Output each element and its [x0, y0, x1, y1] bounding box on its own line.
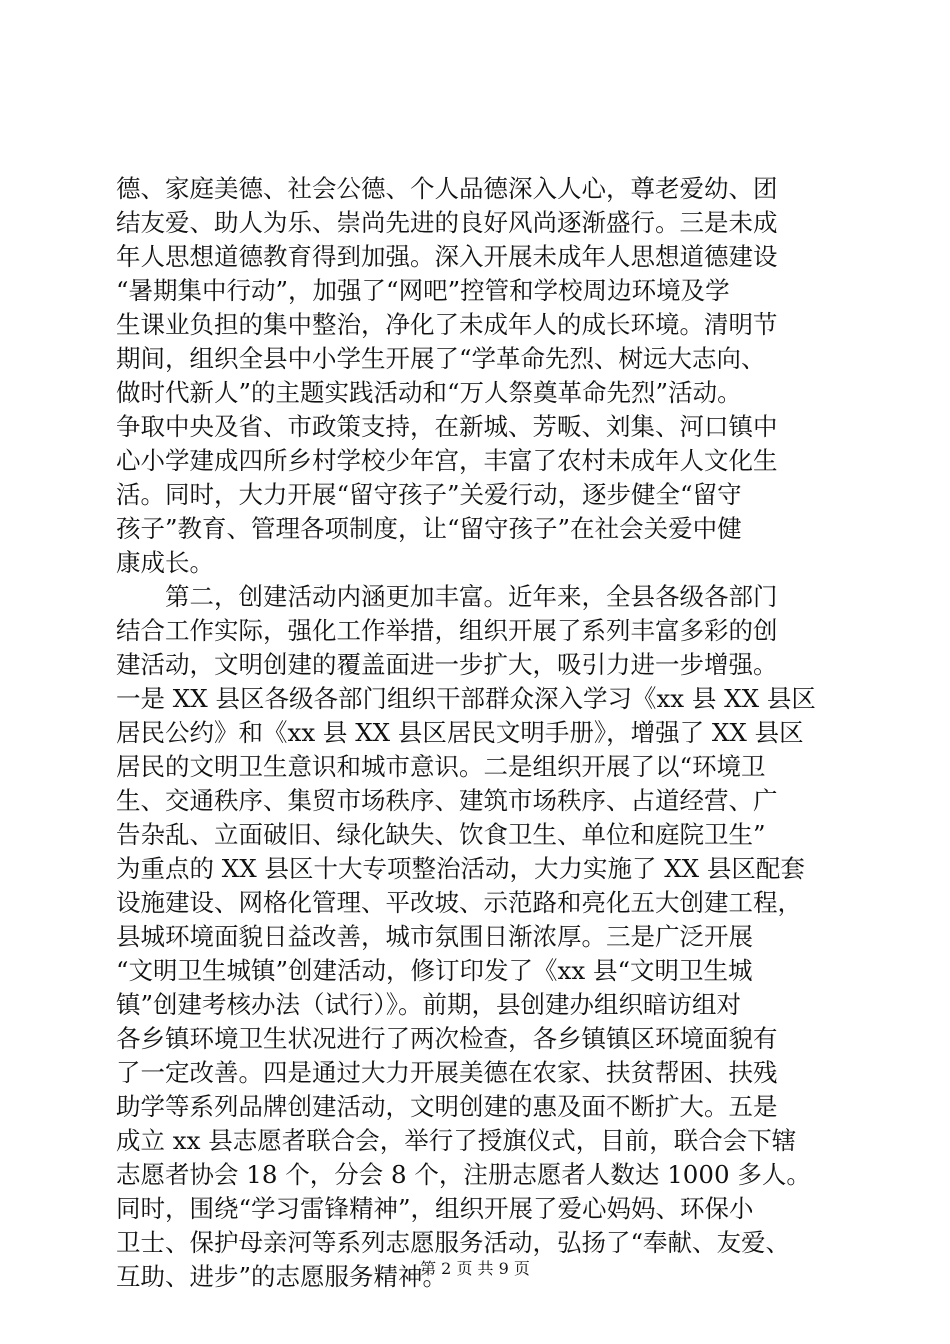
page-footer: 第 2 页 共 9 页: [420, 1259, 530, 1278]
text-line: 镇”创建考核办法（试行）》。前期，县创建办组织暗访组对: [116, 990, 742, 1019]
text-line: 告杂乱、立面破旧、绿化缺失、饮食卫生、单位和庭院卫生”: [116, 820, 766, 849]
text-line: 康成长。: [116, 548, 214, 577]
text-line: 结友爱、助人为乐、崇尚先进的良好风尚逐渐盛行。三是未成: [116, 208, 778, 237]
text-line: 同时，围绕“学习雷锋精神”，组织开展了爱心妈妈、环保小: [116, 1194, 754, 1223]
text-line: 结合工作实际，强化工作举措，组织开展了系列丰富多彩的创: [116, 616, 778, 645]
text-line: 互助、进步”的志愿服务精神。: [116, 1262, 448, 1291]
text-line: 卫士、保护母亲河等系列志愿服务活动，弘扬了“奉献、友爱、: [116, 1228, 791, 1257]
text-line: 设施建设、网格化管理、平改坡、示范路和亮化五大创建工程，: [116, 888, 802, 917]
text-line: 志愿者协会 18 个，分会 8 个，注册志愿者人数达 1000 多人。: [116, 1160, 811, 1189]
text-line: 助学等系列品牌创建活动，文明创建的惠及面不断扩大。五是: [116, 1092, 778, 1121]
text-line: 孩子”教育、管理各项制度，让“留守孩子”在社会关爱中健: [116, 514, 742, 543]
text-line: 第二，创建活动内涵更加丰富。近年来，全县各级各部门: [116, 582, 778, 611]
text-line: 年人思想道德教育得到加强。深入开展未成年人思想道德建设: [116, 242, 778, 271]
text-line: “暑期集中行动”，加强了“网吧”控管和学校周边环境及学: [116, 276, 730, 305]
text-line: 居民的文明卫生意识和城市意识。二是组织开展了以“环境卫: [116, 752, 766, 781]
text-line: 一是 XX 县区各级各部门组织干部群众深入学习《xx 县 XX 县区: [116, 684, 816, 713]
body-text: [116, 172, 836, 1294]
text-line: 生课业负担的集中整治，净化了未成年人的成长环境。清明节: [116, 310, 778, 339]
text-line: 县城环境面貌日益改善，城市氛围日渐浓厚。三是广泛开展: [116, 922, 753, 951]
text-line: 争取中央及省、市政策支持，在新城、芳畈、刘集、河口镇中: [116, 412, 778, 441]
text-line: 德、家庭美德、社会公德、个人品德深入人心，尊老爱幼、团: [116, 174, 778, 203]
text-line: 了一定改善。四是通过大力开展美德在农家、扶贫帮困、扶残: [116, 1058, 778, 1087]
text-line: 建活动，文明创建的覆盖面进一步扩大，吸引力进一步增强。: [116, 650, 778, 679]
text-line: 活。同时，大力开展“留守孩子”关爱行动，逐步健全“留守: [116, 480, 742, 509]
text-line: 做时代新人”的主题实践活动和“万人祭奠革命先烈”活动。: [116, 378, 742, 407]
text-line: 期间，组织全县中小学生开展了“学革命先烈、树远大志向、: [116, 344, 766, 373]
text-line: 居民公约》和《xx 县 XX 县区居民文明手册》，增强了 XX 县区: [116, 718, 804, 747]
text-line: 心小学建成四所乡村学校少年宫，丰富了农村未成年人文化生: [116, 446, 778, 475]
text-line: “文明卫生城镇”创建活动，修订印发了《xx 县“文明卫生城: [116, 956, 753, 985]
text-line: 生、交通秩序、集贸市场秩序、建筑市场秩序、占道经营、广: [116, 786, 778, 815]
text-line: 为重点的 XX 县区十大专项整治活动，大力实施了 XX 县区配套: [116, 854, 805, 883]
text-line: 成立 xx 县志愿者联合会，举行了授旗仪式，目前，联合会下辖: [116, 1126, 797, 1155]
text-line: 各乡镇环境卫生状况进行了两次检查，各乡镇镇区环境面貌有: [116, 1024, 778, 1053]
